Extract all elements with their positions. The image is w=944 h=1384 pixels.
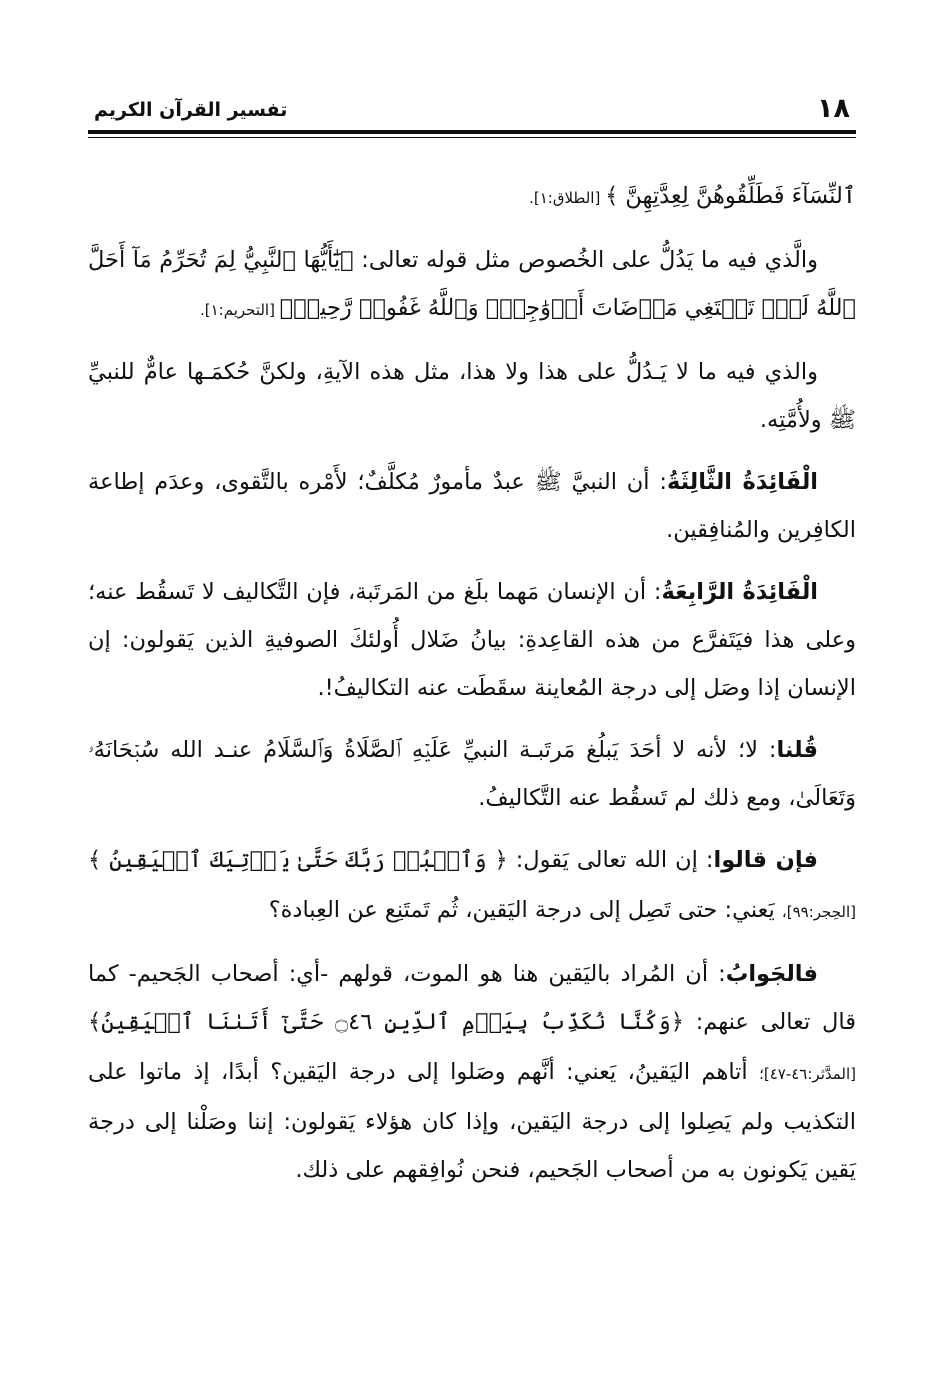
quran-verse: ٱلنِّسَآءَ فَطَلِّقُوهُنَّ لِعِدَّتِهِنَّ ﴾ (605, 183, 856, 209)
paragraph (88, 836, 856, 936)
body-text: : إن الله تعالى يَقول: (507, 847, 714, 873)
page-header (88, 92, 856, 132)
body-text: أتاهم اليَقينُ، يَعني: أنَّهم وصَلوا إلى درجة اليَقين؟ أبدًا، إذ ماتوا على التكذيب ولم يَصِلوا إلى درجة اليَقين، وإذا كان هؤلاء يَقولون: إننا وصَلْنا إلى درجة يَقين يَكونون به من أصحاب الجَحيم، فنحن نُوافِقهم على ذلك. (88, 1059, 856, 1183)
section-heading: فإن قالوا (713, 847, 819, 873)
quran-verse: ﴿وَكُنَّا نُكَذِّبُ بِيَوۡمِ ٱلدِّينِ ۝٤٦ حَتَّىٰٓ أَتَىٰنَا ٱلۡيَقِينُ﴾ (88, 1009, 684, 1035)
quran-verse: ﴿يَٰٓأَيُّهَا ٱلنَّبِيُّ لِمَ تُحَرِّمُ مَآ أَحَلَّ ٱللَّهُ لَكَۖ تَبۡتَغِي مَرۡضَاتَ أَزۡوَٰجِكَۚ وَٱللَّهُ غَفُورٞ رَّحِيمٞ﴾ (88, 247, 856, 321)
body-text: : أن المُراد باليَقين هنا هو الموت، قولهم -أي: أصحاب الجَحيم- كما قال تعالى عنهم: (88, 961, 857, 1035)
section-heading: الْفَائِدَةُ الثَّالِثَةُ (666, 469, 819, 495)
section-heading: قُلنا (776, 737, 818, 763)
paragraph (88, 568, 856, 712)
body-text: : أن النبيَّ ﷺ عبدٌ مأمورٌ مُكلَّفٌ؛ لأَمْره بالتَّقوى، وعدَم إطاعة الكافِرين والمُنافِقين. (88, 469, 856, 543)
verse-reference: [الحِجر:٩٩]، (781, 903, 856, 921)
page-number: ١٨ (817, 93, 850, 124)
book-title: تفسير القرآن الكريم (94, 99, 288, 121)
header-rule-thin (88, 137, 856, 138)
paragraph (88, 348, 856, 444)
paragraph (88, 950, 856, 1194)
verse-reference: [المدَّثر:٤٦-٤٧]؛ (759, 1065, 856, 1083)
body-text: : لا؛ لأنه لا أحَدَ يَبلُغ مَرتَبـة النبيِّ عَلَيۡهِ ٱلصَّلَاةُ وَٱلسَّلَامُ عنـد الله سُبۡحَانَهُۥ وَتَعَالَىٰ، ومع ذلك لم تَسقُط عنه التَّكاليفُ. (88, 737, 856, 811)
paragraph (88, 236, 856, 334)
page-body (88, 172, 856, 1208)
quran-verse: ﴿ وَٱعۡبُدۡ رَبَّكَ حَتَّىٰ يَأۡتِيَكَ ٱلۡيَقِينُ ﴾ (88, 847, 508, 873)
section-heading: الْفَائِدَةُ الرَّابِعَةُ (661, 579, 819, 605)
section-heading: فالجَوابُ (725, 961, 818, 987)
verse-reference: [التحريم:١]. (199, 301, 280, 319)
body-text: والَّذي فيه ما يَدُلُّ على الخُصوص مثل قوله تعالى: (353, 247, 818, 273)
paragraph (88, 172, 856, 222)
body-text: والذي فيه ما لا يَـدُلُّ على هذا ولا هذا، مثل هذه الآيةِ، ولكنَّ حُكمَـها عامٌّ للنبيِّ ﷺ ولأُمَّتِه. (88, 359, 856, 433)
body-text: يَعني: حتى تَصِل إلى درجة اليَقين، ثُم تَمتَنِع عن العِبادة؟ (268, 897, 782, 923)
paragraph (88, 726, 856, 822)
header-rule (88, 130, 856, 134)
verse-reference: [الطلاق:١]. (529, 189, 606, 207)
body-text: : أن الإنسان مَهما بلَغ من المَرتَبة، فإن التَّكاليف لا تَسقُط عنه؛ وعلى هذا فيَتَفرَّع من هذه القاعِدةِ: بيانُ ضَلال أُولئكَ الصوفيةِ الذين يَقولون: إن الإنسان إذا وصَل إلى درجة المُعاينة سقَطَت عنه التكاليفُ!. (88, 579, 856, 701)
paragraph (88, 458, 856, 554)
